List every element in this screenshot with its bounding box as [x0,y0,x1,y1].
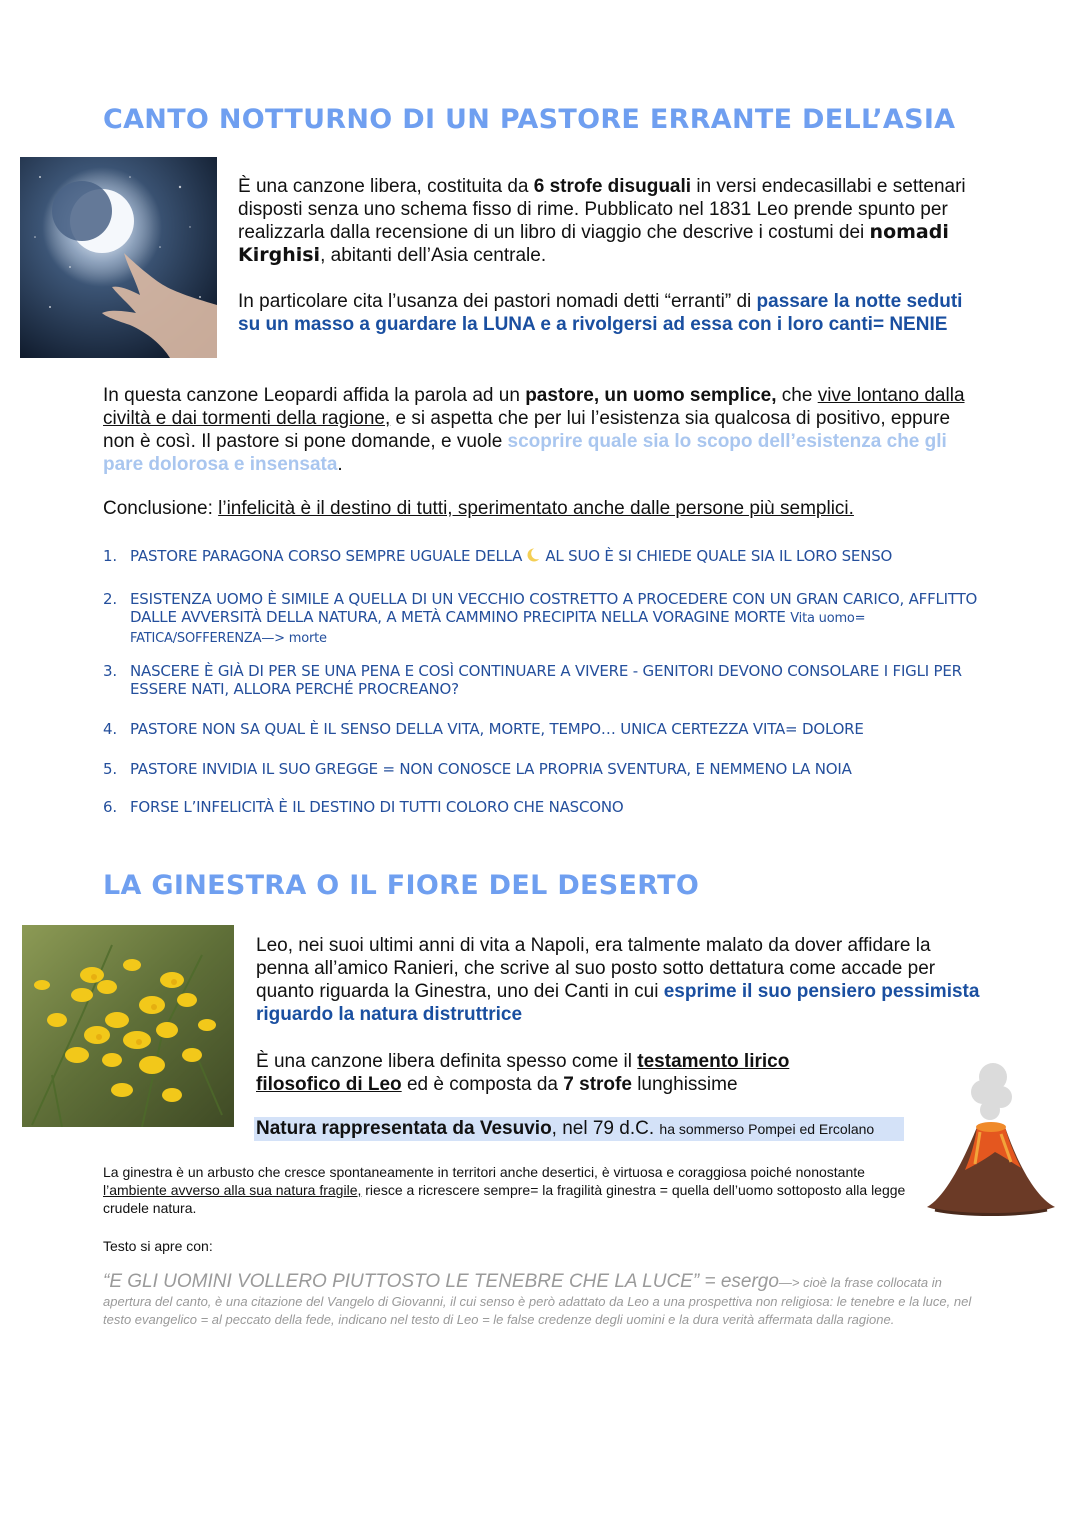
opening-label: Testo si apre con: [103,1238,213,1254]
volcano-icon [925,1052,1057,1220]
list-item: 2. ESISTENZA UOMO È SIMILE A QUELLA DI UN VECCHIO COSTRETTO A PROCEDERE CON UN GRAN CARICO, AFFLITTO DALLE AVVERSITÀ DELLA NATURA, A METÀ CAMMINO PRECIPITA NELLA VORAGINE MORTE Vita uomo= FATICA/SOFFERENZA—> morte [103,590,978,646]
ginestra-flower-image [22,925,234,1127]
esergo-quote: “E GLI UOMINI VOLLERO PIUTTOSTO LE TENEBRE CHE LA LUCE” = esergo—> cioè la frase collocata in apertura del canto, è una citazione del Vangelo di Giovanni, il cui senso è però adattato da Leo a una prospettiva non religiosa: le tenebre e la luce, nel testo evangelico = al peccato della fede, indicano nel testo di Leo = le false credenze degli uomini e la dura verità affermata dalla ragione. [103,1271,972,1327]
shepherd-paragraph: In questa canzone Leopardi affida la parola ad un pastore, un uomo semplice, che vive lontano dalla civiltà e dai tormenti della ragione, e si aspetta che per lui l’esistenza sia qualcosa di positivo, eppure non è così. Il pastore si pone domande, e vuole scoprire quale sia lo scopo dell’esistenza che gli pare dolorosa e insensata. [103,385,965,475]
section-title-canto-notturno: CANTO NOTTURNO DI UN PASTORE ERRANTE DELL’ASIA [103,104,956,135]
ginestra-description: La ginestra è un arbusto che cresce spontaneamente in territori anche desertici, è virtuosa e coraggiosa poiché nonostante l’ambiente avverso alla sua natura fragile, riesce a ricrescere sempre= la fragilità ginestra = quella dell’uomo sottoposto alla legge crudele natura. [103,1164,906,1216]
list-item: 4. PASTORE NON SA QUAL È IL SENSO DELLA VITA, MORTE, TEMPO… UNICA CERTEZZA VITA= DOLORE [103,720,864,738]
testamento-paragraph: È una canzone libera definita spesso come il testamento lirico filosofico di Leo ed è composta da 7 strofe lunghissime [256,1051,790,1095]
moon-hand-image [20,157,217,358]
intro-paragraph: È una canzone libera, costituita da 6 strofe disuguali in versi endecasillabi e settenari disposti senza uno schema fisso di rime. Pubblicato nel 1831 Leo prende spunto per realizzarla dalla recensione di un libro di viaggio che descrive i costumi dei nomadi Kirghisi, abitanti dell’Asia centrale. [238,176,966,266]
list-item: 5. PASTORE INVIDIA IL SUO GREGGE = NON CONOSCE LA PROPRIA SVENTURA, E NEMMENO LA NOIA [103,760,852,778]
list-item: 1. PASTORE PARAGONA CORSO SEMPRE UGUALE DELLA AL SUO È SI CHIEDE QUALE SIA IL LORO SENSO [103,547,893,565]
list-item: 6. FORSE L’INFELICITÀ È IL DESTINO DI TUTTI COLORO CHE NASCONO [103,798,624,816]
list-item: 3. NASCERE È GIÀ DI PER SE UNA PENA E COSÌ CONTINUARE A VIVERE - GENITORI DEVONO CONSOLARE I FIGLI PER ESSERE NATI, ALLORA PERCHÉ PROCREANO? [103,662,962,698]
custom-paragraph: In particolare cita l’usanza dei pastori nomadi detti “erranti” di passare la notte seduti su un masso a guardare la LUNA e a rivolgersi ad essa con i loro canti= NENIE [238,291,963,335]
moon-icon [527,547,541,563]
section-title-ginestra: LA GINESTRA O IL FIORE DEL DESERTO [103,870,700,901]
conclusion-paragraph: Conclusione: l’infelicità è il destino di tutti, sperimentato anche dalle persone più semplici. [103,498,854,519]
canto-points-list [103,547,983,827]
ginestra-intro-paragraph: Leo, nei suoi ultimi anni di vita a Napoli, era talmente malato da dover affidare la penna all’amico Ranieri, che scrive al suo posto sotto dettatura come accade per quanto riguarda la Ginestra, uno dei Canti in cui esprime il suo pensiero pessimista riguardo la natura distruttrice [256,935,980,1025]
nature-highlight: Natura rappresentata da Vesuvio, nel 79 d.C. ha sommerso Pompei ed Ercolano [254,1117,904,1141]
